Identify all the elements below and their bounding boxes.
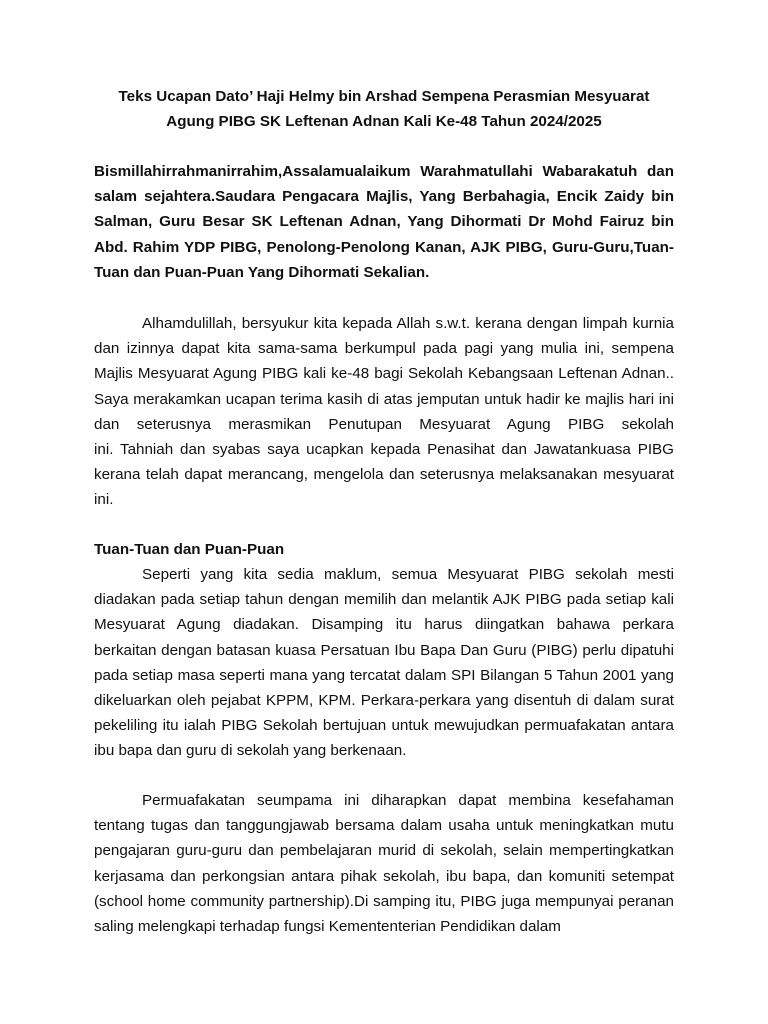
document-title: Teks Ucapan Dato’ Haji Helmy bin Arshad Sempena Perasmian Mesyuarat Agung PIBG SK Leftenan Adnan Kali Ke-48 Tahun 2024/2025: [118, 88, 650, 130]
paragraph-alhamdulillah: Alhamdulillah, bersyukur kita kepada Allah s.w.t. kerana dengan limpah kurnia dan izinnya dapat kita sama-sama berkumpul pada pagi yang mulia ini, sempena Majlis Mesyuarat Agung PIBG kali ke-48 bagi Sekolah Kebangsaan Leftenan Adnan.. Saya merakamkan ucapan terima kasih di atas jemputan untuk hadir ke majlis hari ini dan seterusnya merasmikan Penutupan Mesyuarat Agung PIBG sekolah ini. Tahniah dan syabas saya ucapkan kepada Penasihat dan Jawatankuasa PIBG kerana telah dapat merancang, mengelola dan seterusnya melaksanakan mesyuarat ini.: [94, 315, 767, 509]
section-heading: Tuan-Tuan dan Puan-Puan: [94, 541, 285, 558]
salutation-paragraph: Bismillahirrahmanirrahim,Assalamualaikum Warahmatullahi Wabarakatuh dan salam sejahtera.Saudara Pengacara Majlis, Yang Berbahagia, Encik Zaidy bin Salman, Guru Besar SK Leftenan Adnan, Yang Dihormati Dr Mohd Fairuz bin Abd. Rahim YDP PIBG, Penolong-Penolong Kanan, AJK PIBG, Guru-Guru,Tuan-Tuan dan Puan-Puan Yang Dihormati Sekalian.: [94, 163, 674, 281]
paragraph-mesyuarat-pibg: Seperti yang kita sedia maklum, semua Mesyuarat PIBG sekolah mesti diadakan pada setiap tahun dengan memilih dan melantik AJK PIBG pada setiap kali Mesyuarat Agung diadakan. Disamping itu harus diingatkan bahawa perkara berkaitan dengan batasan kuasa Persatuan Ibu Bapa Dan Guru (PIBG) perlu dipatuhi pada setiap masa seperti mana yang tercatat dalam SPI Bilangan 5 Tahun 2001 yang dikeluarkan oleh pejabat KPPM, KPM. Perkara-perkara yang disentuh di dalam surat pekeliling itu ialah PIBG Sekolah bertujuan untuk mewujudkan permuafakatan antara ibu bapa dan guru di sekolah yang berkenaan.: [94, 566, 674, 760]
paragraph-permuafakatan: Permuafakatan seumpama ini diharapkan dapat membina kesefahaman tentang tugas dan tanggungjawab bersama dalam usaha untuk meningkatkan mutu pengajaran guru-guru dan pembelajaran murid di sekolah, selain mempertingkatkan kerjasama dan perkongsian antara pihak sekolah, ibu bapa, dan komuniti setempat (school home community partnership).Di samping itu, PIBG juga mempunyai peranan saling melengkapi terhadap fungsi Kemententerian Pendidikan dalam: [94, 792, 674, 936]
